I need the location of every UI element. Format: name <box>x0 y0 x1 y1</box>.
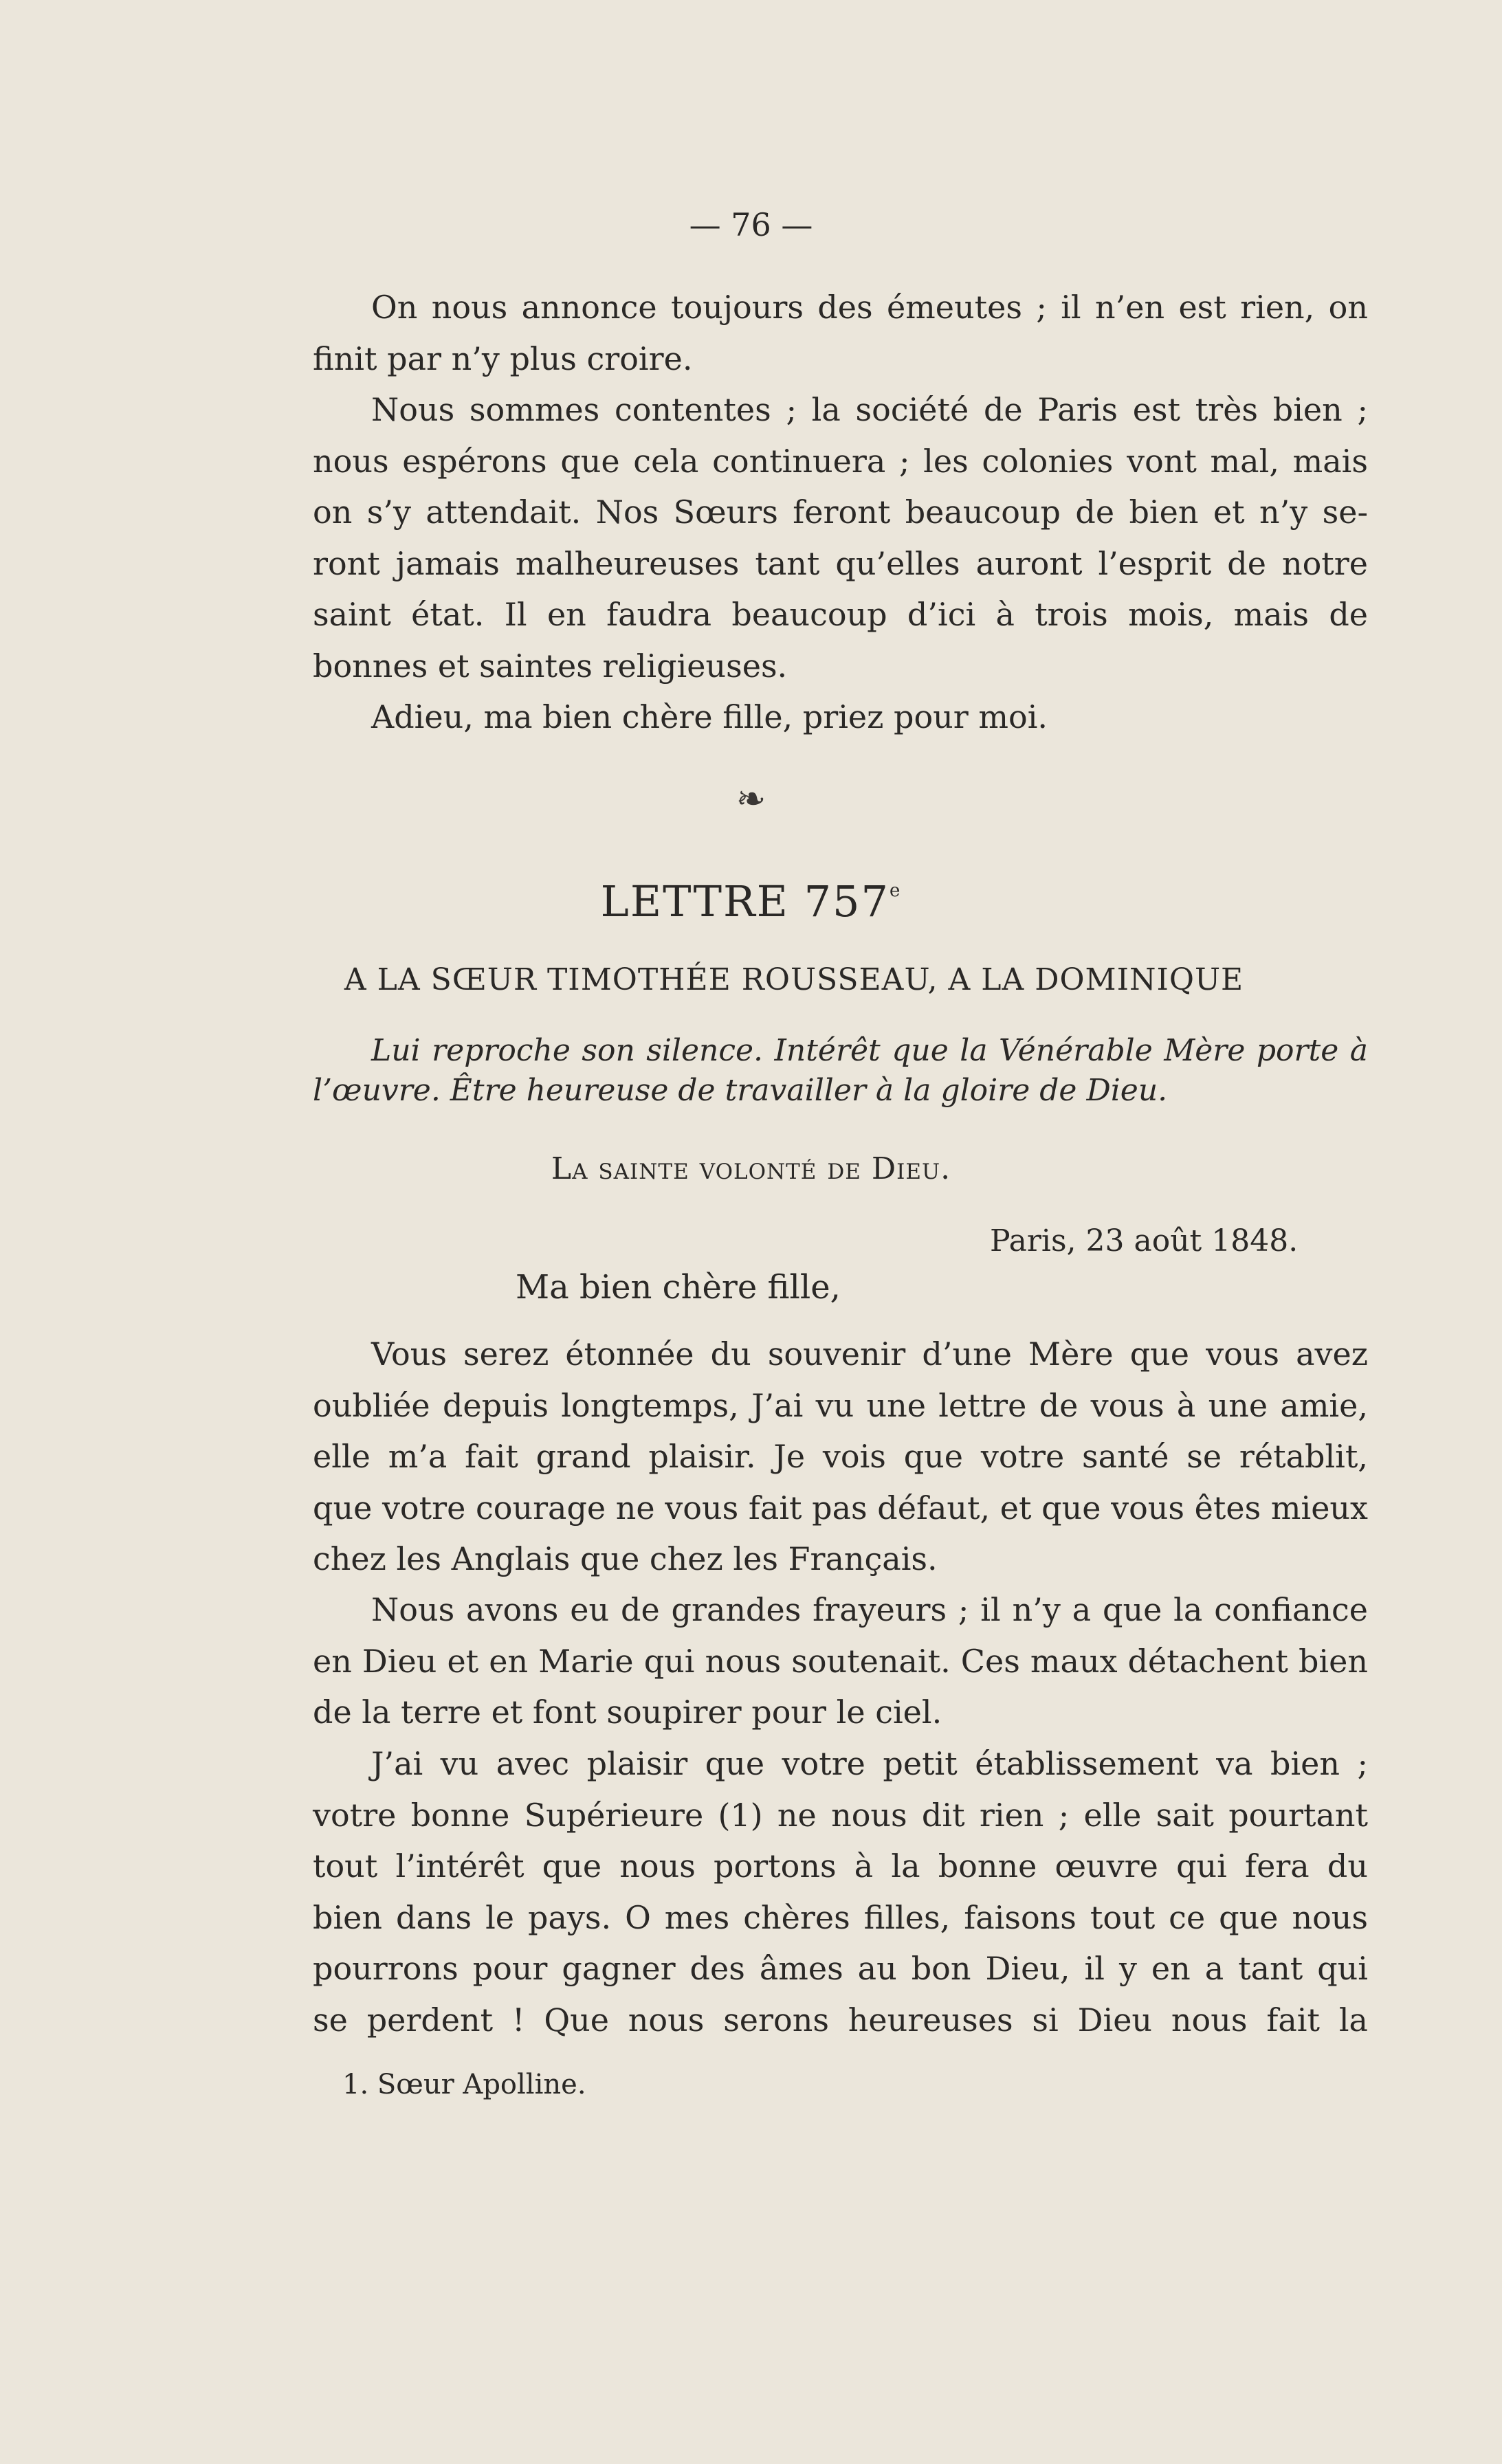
paragraph-3 <box>313 691 1368 743</box>
dateline: Paris, 23 août 1848. <box>990 1223 1299 1258</box>
text-line: de la terre et font soupirer pour le ciel. <box>313 1694 942 1731</box>
letter-summary <box>313 1031 1368 1111</box>
text-line: oubliée depuis longtemps, J’ai vu une lettre de vous à une amie, <box>313 1386 1368 1424</box>
text-line: Vous serez étonnée du souvenir d’une Mère que vous avez <box>371 1335 1368 1373</box>
recipient-heading: A LA SŒUR TIMOTHÉE ROUSSEAU, A LA DOMINIQUE <box>344 962 1244 997</box>
text-line: se perdent ! Que nous serons heureuses si Dieu nous fait la <box>313 2001 1368 2039</box>
text-line: bien dans le pays. O mes chères filles, faisons tout ce que nous <box>313 1898 1368 1936</box>
summary-line: l’œuvre. Être heureuse de travailler à la gloire de Dieu. <box>313 1073 1168 1108</box>
text-line: que votre courage ne vous fait pas défaut, et que vous êtes mieux <box>313 1489 1368 1527</box>
page-number: — 76 — <box>689 206 813 243</box>
text-line: pourrons pour gagner des âmes au bon Dieu, il y en a tant qui <box>313 1950 1368 1987</box>
footnote: 1. Sœur Apolline. <box>342 2069 586 2100</box>
text-line: votre bonne Supérieure (1) ne nous dit rien ; elle sait pourtant <box>313 1796 1368 1834</box>
text-line: Adieu, ma bien chère fille, priez pour moi. <box>371 698 1048 735</box>
ornament-icon: ❧ <box>736 779 766 820</box>
text-line: bonnes et saintes religieuses. <box>313 647 788 685</box>
text-line: saint état. Il en faudra beaucoup d’ici à trois mois, mais de <box>313 596 1368 633</box>
salutation: Ma bien chère fille, <box>516 1268 841 1307</box>
letter-title-superscript: e <box>889 880 902 901</box>
text-line: en Dieu et en Marie qui nous soutenait. Ces maux détachent bien <box>313 1642 1368 1680</box>
motto: La sainte volonté de Dieu. <box>551 1151 951 1186</box>
text-line: nous espérons que cela continuera ; les colonies vont mal, mais <box>313 442 1368 480</box>
paragraph-6 <box>313 1738 1368 2045</box>
text-line: J’ai vu avec plaisir que votre petit établissement va bien ; <box>371 1745 1368 1782</box>
paragraph-2 <box>313 384 1368 691</box>
text-line: Nous sommes contentes ; la société de Paris est très bien ; <box>371 391 1368 428</box>
text-line: on s’y attendait. Nos Sœurs feront beaucoup de bien et n’y se- <box>313 493 1368 531</box>
letter-title-text: LETTRE 757 <box>600 876 890 926</box>
summary-line: Lui reproche son silence. Intérêt que la Vénérable Mère porte à <box>371 1033 1368 1068</box>
text-line: chez les Anglais que chez les Français. <box>313 1540 938 1577</box>
text-line: On nous annonce toujours des émeutes ; il n’en est rien, on <box>371 289 1368 326</box>
text-line: tout l’intérêt que nous portons à la bonne œuvre qui fera du <box>313 1847 1368 1885</box>
paragraph-5 <box>313 1584 1368 1738</box>
text-line: elle m’a fait grand plaisir. Je vois que votre santé se rétablit, <box>313 1438 1368 1475</box>
text-line: ront jamais malheureuses tant qu’elles auront l’esprit de notre <box>313 544 1368 582</box>
paragraph-4 <box>313 1329 1368 1585</box>
text-line: Nous avons eu de grandes frayeurs ; il n’y a que la confiance <box>371 1591 1368 1628</box>
text-line: finit par n’y plus croire. <box>313 340 693 377</box>
letter-title <box>0 876 1502 926</box>
paragraph-1 <box>313 282 1368 384</box>
